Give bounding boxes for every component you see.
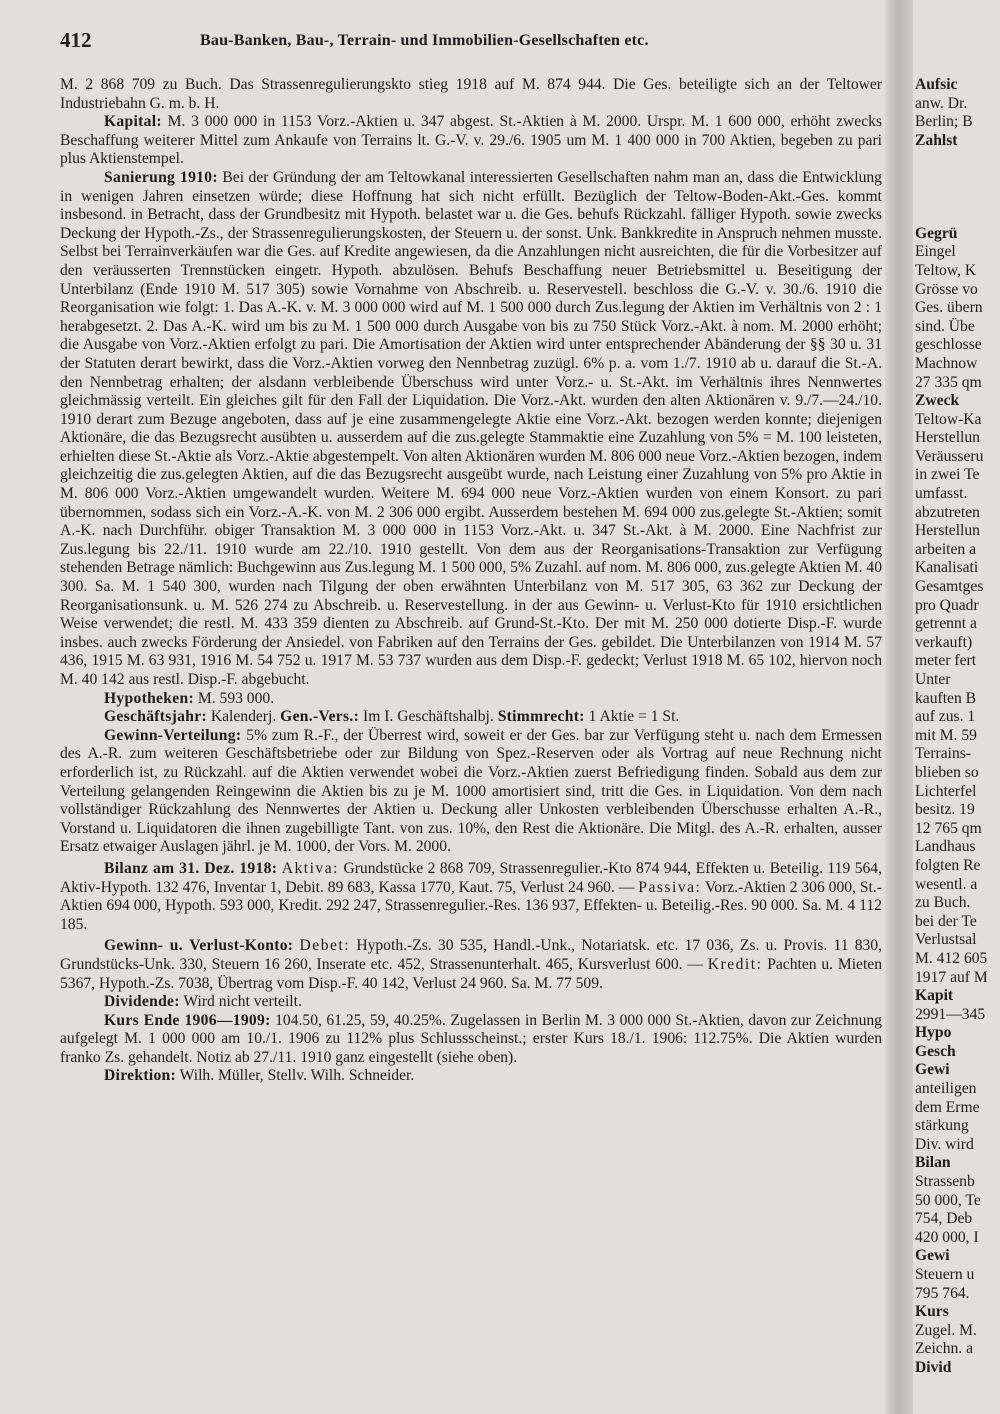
facing-page-line: besitz. 19 bbox=[915, 801, 975, 819]
facing-page-line: Kapit bbox=[915, 987, 954, 1005]
facing-page-line: Divid bbox=[915, 1358, 952, 1376]
facing-page-line: Teltow, K bbox=[915, 261, 977, 279]
facing-page-line: Herstellun bbox=[915, 522, 980, 540]
facing-page-line: Gesamtges bbox=[915, 578, 984, 596]
facing-page-line bbox=[915, 169, 1000, 188]
facing-page-line: Ges. übern bbox=[915, 299, 983, 317]
gewinnverteilung-section bbox=[60, 727, 882, 857]
facing-page-line: in zwei Te bbox=[915, 466, 980, 484]
hypotheken-text: M. 593 000. bbox=[197, 689, 275, 707]
kapital-label: Kapital: bbox=[104, 113, 162, 131]
facing-page-line: anw. Dr. bbox=[915, 94, 968, 112]
facing-page-line: verkauft) bbox=[915, 633, 973, 651]
facing-page-line: umfasst. bbox=[915, 485, 968, 503]
facing-page-line: auf zus. 1 bbox=[915, 708, 976, 726]
geschaeftsjahr-section bbox=[60, 708, 882, 727]
facing-page-line: Herstellun bbox=[915, 429, 980, 447]
dividende-label: Dividende: bbox=[104, 993, 180, 1011]
facing-page-line: Kanalisati bbox=[915, 559, 979, 577]
facing-page-line: sind. Übe bbox=[915, 317, 975, 335]
facing-page-line: Strassenb bbox=[915, 1173, 975, 1191]
facing-page-line bbox=[915, 150, 1000, 169]
facing-page-line: Steuern u bbox=[915, 1266, 975, 1283]
facing-page-line: Veräusseru bbox=[915, 447, 984, 465]
facing-page-line: 12 765 qm bbox=[915, 819, 982, 837]
page-number: 412 bbox=[60, 28, 92, 52]
direktion-section bbox=[60, 1067, 882, 1086]
kurs-label: Kurs Ende 1906—1909: bbox=[104, 1011, 271, 1029]
facing-page-line: arbeiten a bbox=[915, 540, 977, 558]
book-gutter bbox=[885, 0, 913, 1414]
facing-page-line bbox=[915, 206, 1000, 225]
facing-page-line: dem Erme bbox=[915, 1098, 980, 1116]
guv-label: Gewinn- u. Verlust-Konto: bbox=[104, 937, 294, 955]
facing-page-line: kauften B bbox=[915, 689, 977, 707]
debet-label: Debet: bbox=[299, 937, 351, 955]
facing-page-line: Lichterfel bbox=[915, 782, 977, 800]
kapital-text: M. 3 000 000 in 1153 Vorz.-Aktien u. 347 abgest. St.-Aktien à M. 2000. Urspr. M. 1 600 000, erhöht zwecks Beschaffung weiterer Mittel zum Ankaufe von Terrains lt. G.-V. v. 29./6. 1905 um M. 1 400 000 in 700 Aktien, begeben zu pari plus Aktienstempel. bbox=[60, 113, 882, 168]
facing-page-line: meter fert bbox=[915, 652, 977, 670]
dividende-section bbox=[60, 993, 882, 1012]
facing-page-line: Gesch bbox=[915, 1042, 956, 1060]
running-title: Bau-Banken, Bau-, Terrain- und Immobilien-Gesellschaften etc. bbox=[200, 32, 649, 49]
facing-page-line: M. 412 605 bbox=[915, 949, 988, 967]
facing-page-line: 2991—345 bbox=[915, 1005, 986, 1023]
facing-page-line: blieben so bbox=[915, 763, 979, 781]
facing-page-line: Eingel bbox=[915, 243, 956, 261]
facing-page-line: 754, Deb bbox=[915, 1210, 973, 1228]
stimmrecht-label: Stimmrecht: bbox=[497, 708, 585, 726]
facing-page-line: Landhaus bbox=[915, 838, 976, 856]
aktiva-text: Grundstücke 2 868 709, Strassenregulier.-Kto 874 944, Effekten u. Beteilig. 119 564, Aktiv-Hypoth. 132 476, Inventar 1, Debit. 89 683, Kassa 1770, Kaut. 75, Verlust 24 960. — bbox=[60, 859, 883, 896]
facing-page-line: Zweck bbox=[915, 392, 960, 410]
genvers-text: Im I. Geschäftshalbj. bbox=[363, 708, 494, 726]
facing-page-line: Zeichn. a bbox=[915, 1340, 974, 1358]
facing-page-line: Grösse vo bbox=[915, 280, 978, 298]
direktion-text: Wilh. Müller, Stellv. Wilh. Schneider. bbox=[179, 1067, 415, 1085]
facing-page-line: zu Buch. bbox=[915, 894, 971, 912]
facing-page-line: Zugel. M. bbox=[915, 1321, 977, 1339]
facing-page-line: Div. wird bbox=[915, 1135, 974, 1153]
hypotheken-label: Hypotheken: bbox=[104, 689, 194, 707]
guv-section bbox=[60, 937, 882, 993]
genvers-label: Gen.-Vers.: bbox=[280, 708, 360, 726]
facing-page-line: 27 335 qm bbox=[915, 373, 982, 391]
facing-page-line: abzutreten bbox=[915, 503, 980, 521]
sanierung-text: Bei der Gründung der am Teltowkanal interessierten Gesellschaften nahm man an, dass die Entwicklung in wenigen Jahren einsetzen würde; diese Hoffnung hat sich nicht erfüllt. Bezüglich der Teltow-Boden-Akt.-Ges. kommt insbesond. in Betracht, dass der Grundbesitz mit Hypoth. belastet war u. die Ges. behufs Rückzahl. fälliger Hypoth. sowie zwecks Deckung der Hypoth.-Zs., der Strassenregulierungskosten, der Steuern u. der sonst. Unk. Bankkredite in Anspruch nehmen musste. Selbst bei Terrainverkäufen war die Ges. auf Kredite angewiesen, da die Anzahlungen nicht ausreichten, die für die Vorbesitzer auf den veräusserten Trennstücken eingetr. Hypoth. abzulösen. Behufs Beschaffung neuer Betriebsmittel u. Beseitigung der Unterbilanz (Ende 1910 M. 517 305) sowie Vornahme von Abschreib. u. Reservestell. beschloss die G.-V. v. 30./6. 1910 die Reorganisation wie folgt: 1. Das A.-K. v. M. 3 000 000 wird auf M. 1 500 000 durch Zus.legung der Aktien im Verhältnis von 2 : 1 herabgesetzt. 2. Das A.-K. wird um bis zu M. 1 500 000 durch Ausgabe von bis zu 750 Stück Vorz.-Akt. à nom. M. 2000 erhöht; die Ausgabe von Vorz.-Aktien erfolgt zu pari. Die Amortisation der Aktien wird unter entsprechender Abänderung der §§ 30 u. 31 der Statuten derart bewirkt, dass die Vorz.-Aktien vorweg den Nennbetrag zuzügl. 6% p. a. vom 1./7. 1910 ab u. darauf die St.-A. den Nennbetrag erhalten; der alsdann verbleibende Überschuss wird unter Vorz.- u. St.-Akt. im Verhältnis ihres Nennwertes gleichmässig verteilt. Ein gleiches gilt für den Fall der Liquidation. Die Vorz.-Akt. wurden den alten Aktionären v. 9./7.—24./10. 1910 derart zum Bezuge angeboten, dass auf je eine zusammengelegte Aktie eine Vorz.-Akt. bezogen werden konnte; diejenigen Aktionäre, die das Bezugsrecht ausübten u. ausserdem auf die zus.gelegte Stammaktie eine Zuzahlung von 5% = M. 100 leisteten, erhielten diese St.-Aktie als Vorz.-Aktie abgestempelt. Von alten Aktionären wurden M. 806 000 neue Vorz.-Aktien bezogen, indem gleichzeitig die zus.gelegten Aktien, auf die das Bezugsrecht ausgeübt wurde, nach Leistung einer Zuzahlung von 5% pro Aktie in M. 806 000 Vorz.-Aktien umgewandelt wurden. Weitere M. 694 000 neue Vorz.-Aktien wurden von einem Konsort. zu pari übernommen, sodass sich ein Vorz.-A.-K. von M. 2 306 000 ergibt. Ausserdem bestehen M. 694 000 zus.gelegte St.-Aktien; somit A.-K. nach Durchführ. obiger Transaktion M. 3 000 000 in 1153 Vorz.-Akt. u. 347 St.-Akt. à M. 2000. Eine Nachfrist zur Zus.legung bis 22./11. 1910 wurde am 22./10. 1910 gestellt. Von dem aus der Reorganisations-Transaktion zur Verfügung stehenden Betrage nämlich: Buchgewinn aus Zus.legung M. 1 500 000, 5% Zuzahl. auf nom. M. 806 000, zus.gelegte Aktien M. 40 300. Sa. M. 1 540 300, wurden nach Tilgung der oben erwähnten Unterbilanz von M. 517 305, 63 362 zur Deckung der Reorganisationsunk. u. M. 526 274 zu Abschreib. u. Reservestellung. in der aus Gewinn- u. Verlust-Kto für 1910 ersichtlichen Weise verwendet; die restl. M. 433 359 dienten zu Abschreib. auf Grund-St.-Kto. Der mit M. 250 000 dotierte Disp.-F. wurde insbes. auch zwecks Förderung der Ansiedel. von Fabriken auf den Terrains der Ges. gebildet. Die Unterbilanzen von 1914 M. 57 436, 1915 M. 63 931, 1916 M. 54 752 u. 1917 M. 53 737 wurden aus dem Disp.-F. gedeckt; Verlust 1918 M. 65 102, hiervon noch M. 40 142 aus restl. Disp.-F. abgebucht. bbox=[60, 168, 882, 688]
facing-page-line: 1917 auf M bbox=[915, 968, 988, 986]
facing-page-line: folgten Re bbox=[915, 856, 981, 874]
facing-page-line: Machnow bbox=[915, 354, 978, 372]
facing-page-column bbox=[915, 76, 1000, 1378]
facing-page-line: Verlustsal bbox=[915, 931, 977, 949]
facing-page-line bbox=[915, 188, 1000, 207]
facing-page-line: bei der Te bbox=[915, 912, 977, 930]
facing-page-line: Hypo bbox=[915, 1024, 952, 1042]
facing-page-line: Terrains- bbox=[915, 745, 972, 763]
geschaeftsjahr-text: Kalenderj. bbox=[210, 708, 277, 726]
facing-page-line: Gegrü bbox=[915, 224, 958, 242]
bilanz-label: Bilanz am 31. Dez. 1918: bbox=[104, 859, 278, 877]
geschaeftsjahr-label: Geschäftsjahr: bbox=[104, 708, 207, 726]
kapital-section bbox=[60, 113, 882, 169]
facing-page-line: Teltow-Ka bbox=[915, 410, 982, 428]
facing-page-line: Gewi bbox=[915, 1061, 950, 1079]
passiva-label: Passiva: bbox=[638, 878, 702, 896]
facing-page-line: stärkung bbox=[915, 1117, 969, 1135]
facing-page-line: geschlosse bbox=[915, 336, 982, 354]
kredit-label: Kredit: bbox=[707, 955, 763, 973]
sanierung-section bbox=[60, 169, 882, 690]
intro-paragraph: M. 2 868 709 zu Buch. Das Strassenregulierungskto stieg 1918 auf M. 874 944. Die Ges. beteiligte sich an der Teltower Industriebahn G. m. b. H. bbox=[60, 76, 882, 112]
facing-page-line: Berlin; B bbox=[915, 113, 973, 131]
passiva-text: Vorz.-Aktien 2 306 000, St.-Aktien 694 000, Hypoth. 593 000, Kredit. 292 247, Strassenregulier.-Res. 136 937, Effekten- u. Beteilig.-Res. 90 000. Sa. M. 4 112 185. bbox=[60, 878, 882, 933]
main-column bbox=[60, 76, 882, 1086]
facing-page-line: wesentl. a bbox=[915, 875, 978, 893]
facing-page-line: anteiligen bbox=[915, 1080, 977, 1098]
facing-page-line: 420 000, I bbox=[915, 1228, 979, 1246]
direktion-label: Direktion: bbox=[104, 1067, 177, 1085]
kurs-text: 104.50, 61.25, 59, 40.25%. Zugelassen in Berlin M. 3 000 000 St.-Aktien, davon zur Zeichnung aufgelegt M. 1 000 000 am 10./1. 1906 zu 112% plus Schlussscheinst.; erster Kurs 18./1. 1906: 112.75%. Die Aktien wurden franko Zs. gehandelt. Notiz ab 27./11. 1910 ganz eingestellt (siehe oben). bbox=[60, 1011, 882, 1066]
facing-page-line: 795 764. bbox=[915, 1284, 970, 1302]
aktiva-label: Aktiva: bbox=[281, 859, 339, 877]
sanierung-label: Sanierung 1910: bbox=[104, 168, 218, 186]
facing-page-line: Zahlst bbox=[915, 131, 958, 149]
stimmrecht-text: 1 Aktie = 1 St. bbox=[588, 708, 680, 726]
bilanz-section bbox=[60, 860, 882, 934]
gewinnverteilung-label: Gewinn-Verteilung: bbox=[104, 726, 242, 744]
gewinnverteilung-text: 5% zum R.-F., der Überrest wird, soweit er der Ges. bar zur Verfügung steht u. nach dem Ermessen des A.-R. zum weiteren Geschäftsbetriebe oder zur Bildung von Spez.-Reserven oder als Vortrag auf neue Rechnung nicht erforderlich ist, zu Rückzahl. auf die Aktien verwendet wobei die Vorz.-Aktien zuerst Befriedigung finden. Sobald aus dem zur Verteilung gelangenden Reingewinn die Aktien bis zu je M. 1000 amortisiert sind, tritt die Ges. in Liquidation. Von dem nach vollständiger Rückzahlung des Nennwertes der Aktien u. Deckung aller Unkosten verbleibenden Überschusse erhalten A.-R., Vorstand u. Liquidatoren die ihnen zugebilligte Tant. von zus. 10%, den Rest die Aktionäre. Die Mitgl. des A.-R. erhalten, ausser Ersatz etwaiger Auslagen jährl. je M. 1000, der Vors. M. 2000. bbox=[60, 726, 882, 856]
debet-text: Hypoth.-Zs. 30 535, Handl.-Unk., Notariatsk. etc. 17 036, Zs. u. Provis. 11 830, Grundstücks-Unk. 330, Steuern 16 260, Inserate etc. 452, Strassenunterhalt. 465, Kursverlust 600. — bbox=[60, 937, 882, 973]
facing-page-line: Unter bbox=[915, 671, 951, 688]
dividende-text: Wird nicht verteilt. bbox=[183, 993, 302, 1011]
facing-page-line: getrennt a bbox=[915, 615, 977, 633]
facing-page-line: 50 000, Te bbox=[915, 1191, 981, 1209]
kurs-section bbox=[60, 1012, 882, 1068]
facing-page-line: pro Quadr bbox=[915, 596, 979, 614]
facing-page-line: Aufsic bbox=[915, 76, 958, 93]
facing-page-line: Gewi bbox=[915, 1247, 950, 1265]
page-header bbox=[60, 28, 880, 56]
facing-page-line: mit M. 59 bbox=[915, 726, 977, 744]
facing-page-line: Bilan bbox=[915, 1154, 951, 1172]
facing-page-line: Kurs bbox=[915, 1303, 949, 1321]
hypotheken-section bbox=[60, 690, 882, 709]
kredit-text: Pachten u. Mieten 5367, Hypoth.-Zs. 7038, Übertrag vom Disp.-F. 40 142, Verlust 24 960. Sa. M. 77 509. bbox=[60, 955, 882, 992]
